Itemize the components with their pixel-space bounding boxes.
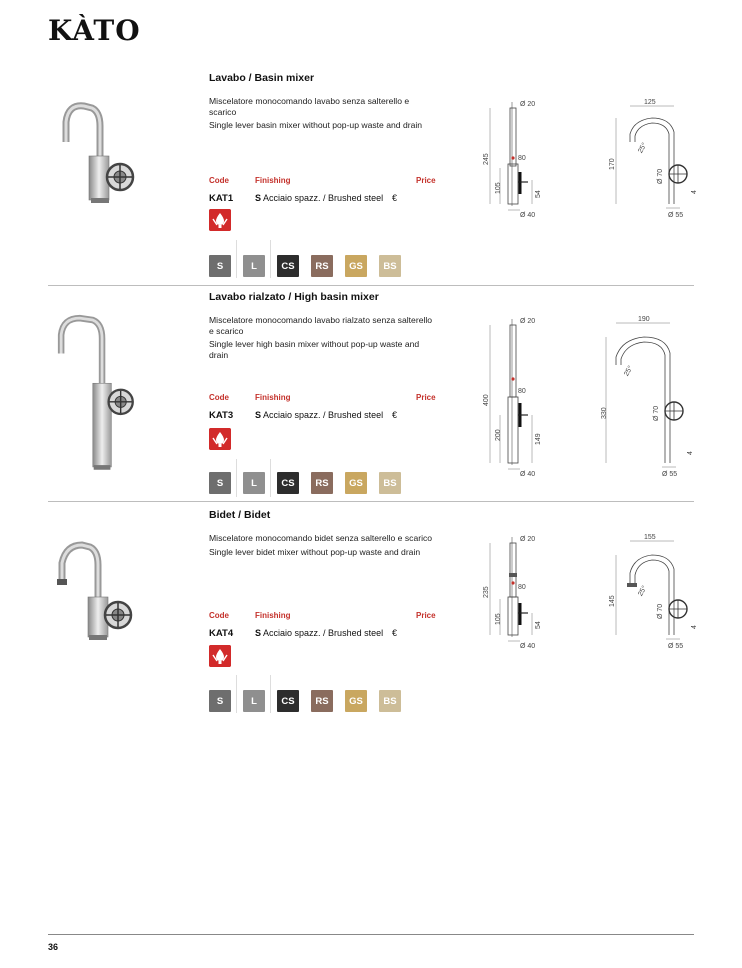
divider: [270, 240, 271, 278]
dim-spout: 80: [518, 584, 526, 591]
dim-top-diameter: Ø 20: [520, 536, 536, 543]
code-value: KAT1: [209, 193, 234, 204]
section-divider: [48, 285, 694, 286]
dim-top-diameter: Ø 20: [520, 318, 536, 325]
side-technical-drawing: [600, 315, 712, 477]
price-header: Price: [416, 176, 436, 185]
divider: [236, 240, 237, 278]
footer-divider: [48, 934, 694, 935]
dim-base-diameter: Ø 40: [520, 643, 536, 649]
finish-swatch-l[interactable]: L: [243, 472, 265, 494]
finish-description: [255, 628, 383, 638]
dim-handle-diameter: Ø 70: [657, 168, 664, 184]
price-currency: €: [392, 628, 398, 638]
finish-swatch-gs[interactable]: GS: [345, 255, 367, 277]
code-value: KAT4: [209, 628, 234, 639]
dim-base-height: 54: [535, 190, 542, 198]
divider: [236, 459, 237, 497]
product-photo-high-basin-mixer: [48, 307, 158, 493]
divider: [270, 675, 271, 713]
section-divider: [48, 501, 694, 502]
dim-spout: 80: [518, 155, 526, 162]
finish-swatch-gs[interactable]: GS: [345, 472, 367, 494]
product-title: Lavabo / Basin mixer: [209, 72, 315, 84]
finish-swatch-cs[interactable]: CS: [277, 690, 299, 712]
dim-spout: 80: [518, 388, 526, 395]
finishing-header: Finishing: [255, 393, 291, 402]
dim-handle-height: 105: [495, 182, 502, 194]
price-currency: €: [392, 410, 398, 420]
water-saving-icon: [209, 645, 231, 667]
finish-description: [255, 410, 383, 420]
finish-swatch-s[interactable]: S: [209, 690, 231, 712]
dim-foot: 4: [687, 451, 694, 455]
brand-logo: KÀTO: [48, 14, 141, 47]
finish-swatch-s[interactable]: S: [209, 255, 231, 277]
dim-handle-diameter: Ø 70: [653, 405, 660, 421]
finish-swatch-bs[interactable]: BS: [379, 472, 401, 494]
product-section-kat1: [48, 72, 698, 284]
finish-swatch-rs[interactable]: RS: [311, 690, 333, 712]
product-section-kat3: [48, 291, 694, 503]
front-technical-drawing: [476, 98, 556, 218]
finish-swatch-rs[interactable]: RS: [311, 472, 333, 494]
code-header: Code: [209, 393, 229, 402]
dim-top-diameter: Ø 20: [520, 101, 536, 108]
finish-swatch-cs[interactable]: CS: [277, 255, 299, 277]
dim-reach: 190: [638, 316, 650, 323]
finish-swatch-gs[interactable]: GS: [345, 690, 367, 712]
product-code: [209, 628, 233, 639]
finish-swatch-l[interactable]: L: [243, 690, 265, 712]
product-description: [209, 315, 434, 363]
finish-swatch-bs[interactable]: BS: [379, 690, 401, 712]
divider: [270, 459, 271, 497]
product-title: Lavabo rialzato / High basin mixer: [209, 291, 379, 303]
dim-total-height: 245: [483, 153, 490, 165]
finish-letter: S: [255, 193, 262, 203]
side-technical-drawing: [608, 98, 708, 218]
dim-handle-height: 105: [495, 613, 502, 625]
dim-height: 330: [601, 407, 608, 419]
front-technical-drawing: [476, 533, 556, 649]
dim-base-diameter: Ø 55: [668, 212, 684, 218]
dim-handle-diameter: Ø 70: [657, 603, 664, 619]
dim-total-height: 235: [483, 586, 490, 598]
divider: [236, 675, 237, 713]
dim-base-height: 54: [535, 621, 542, 629]
dim-reach: 125: [644, 99, 656, 106]
code-header: Code: [209, 611, 229, 620]
code-value: KAT3: [209, 410, 234, 421]
dim-base-diameter: Ø 40: [520, 471, 536, 477]
water-saving-icon: [209, 428, 231, 450]
dim-angle: 25°: [623, 364, 635, 378]
finish-text: Acciaio spazz. / Brushed steel: [263, 410, 384, 420]
product-photo-basin-mixer: [48, 82, 158, 282]
product-description: [209, 96, 434, 134]
product-section-kat4: [48, 509, 698, 721]
product-photo-bidet-mixer: [48, 523, 158, 723]
dim-height: 145: [609, 595, 616, 607]
finish-description: [255, 193, 383, 203]
dim-foot: 4: [691, 625, 698, 629]
price-header: Price: [416, 611, 436, 620]
dim-handle-height: 200: [495, 429, 502, 441]
finish-text: Acciaio spazz. / Brushed steel: [263, 193, 384, 203]
finish-swatch-s[interactable]: S: [209, 472, 231, 494]
description-english: Single lever basin mixer without pop-up waste and drain: [209, 120, 423, 130]
finish-swatch-l[interactable]: L: [243, 255, 265, 277]
description-english: Single lever bidet mixer without pop-up waste and drain: [209, 546, 421, 557]
dim-height: 170: [609, 158, 616, 170]
page-number: 36: [48, 942, 59, 952]
finish-text: Acciaio spazz. / Brushed steel: [263, 628, 384, 638]
dim-angle: 25°: [637, 141, 649, 155]
description-italian: Miscelatore monocomando lavabo rialzato senza salterello e scarico: [209, 315, 433, 336]
description-italian: Miscelatore monocomando bidet senza salterello e scarico: [209, 533, 433, 543]
side-technical-drawing: [608, 533, 708, 649]
product-code: [209, 193, 233, 204]
dim-base-height: 149: [535, 433, 542, 445]
finish-swatch-cs[interactable]: CS: [277, 472, 299, 494]
description-english: Single lever high basin mixer without pop-up waste and drain: [209, 339, 420, 360]
finish-swatch-rs[interactable]: RS: [311, 255, 333, 277]
code-header: Code: [209, 176, 229, 185]
product-title: Bidet / Bidet: [209, 509, 271, 521]
product-description: [209, 533, 434, 560]
dim-base-diameter: Ø 40: [520, 212, 536, 218]
finishing-header: Finishing: [255, 611, 291, 620]
dim-base-diameter: Ø 55: [668, 643, 684, 649]
description-italian: Miscelatore monocomando lavabo senza salterello e scarico: [209, 96, 410, 117]
dim-foot: 4: [691, 190, 698, 194]
finishing-header: Finishing: [255, 176, 291, 185]
front-technical-drawing: [476, 315, 556, 477]
dim-reach: 155: [644, 534, 656, 541]
dim-base-diameter: Ø 55: [662, 471, 678, 477]
product-code: [209, 410, 233, 421]
price-currency: €: [392, 193, 398, 203]
finish-letter: S: [255, 628, 262, 638]
finish-letter: S: [255, 410, 262, 420]
finish-swatch-bs[interactable]: BS: [379, 255, 401, 277]
dim-total-height: 400: [483, 394, 490, 406]
price-header: Price: [416, 393, 436, 402]
dim-angle: 25°: [637, 584, 649, 598]
water-saving-icon: [209, 209, 231, 231]
